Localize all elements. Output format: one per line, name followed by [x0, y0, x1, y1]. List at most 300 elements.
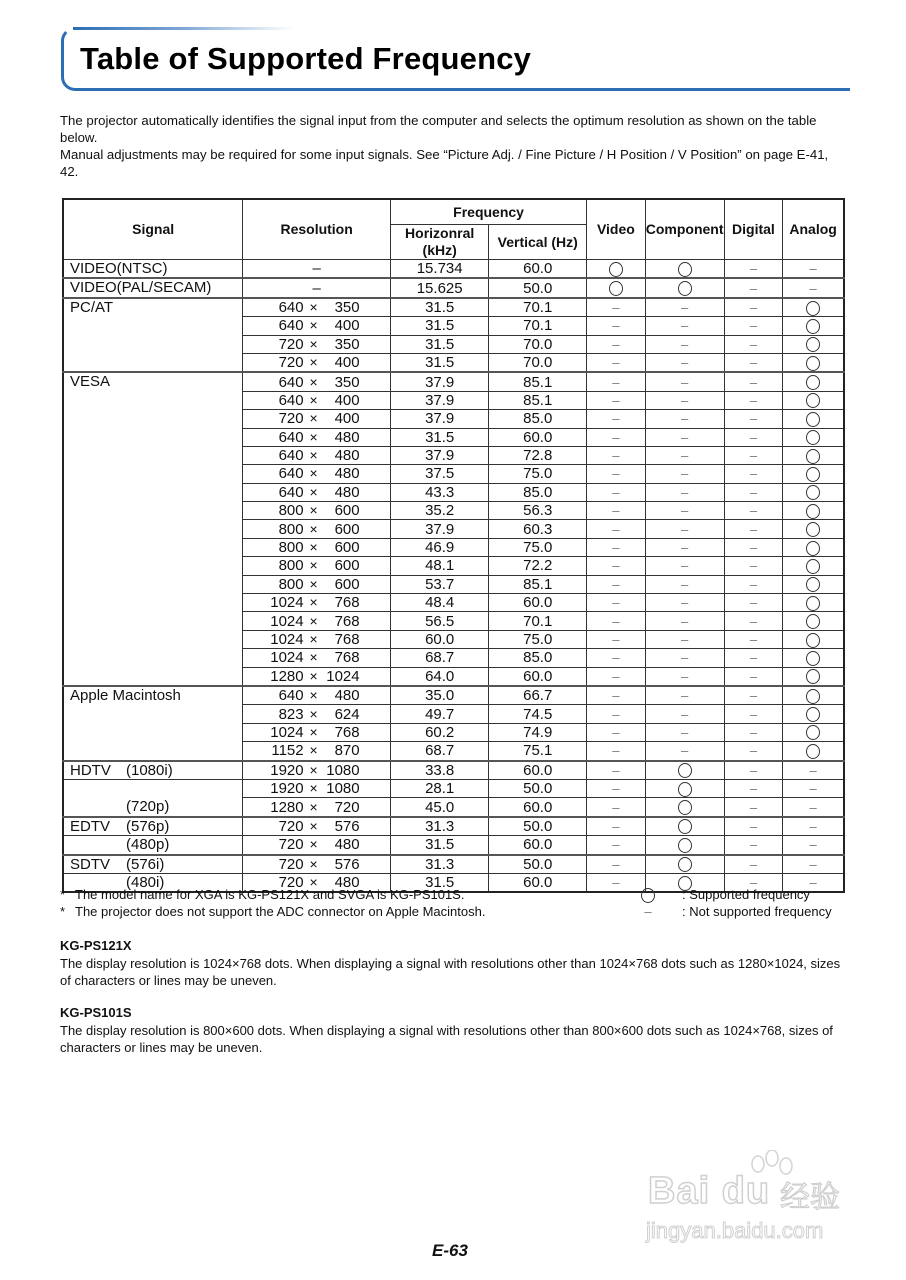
ana-support: [783, 520, 844, 538]
comp-support: [645, 446, 724, 464]
not-supported-dash-icon: –: [749, 595, 758, 611]
header-analog: Analog: [783, 199, 844, 260]
not-supported-dash-icon: –: [681, 613, 689, 629]
resolution-height: 768: [334, 649, 360, 667]
ana-support: [783, 446, 844, 464]
ana-support: [783, 298, 844, 317]
resolution-height: 768: [334, 631, 360, 648]
comp-support: [645, 298, 724, 317]
ana-support: [783, 538, 844, 556]
ana-support: [783, 391, 844, 409]
not-supported-dash-icon: –: [612, 576, 620, 592]
horizontal-frequency: 37.9: [391, 372, 489, 391]
not-supported-dash-icon: –: [612, 818, 620, 834]
dig-support: [724, 779, 783, 797]
times-symbol: ×: [309, 594, 318, 611]
video-support: [587, 502, 646, 520]
resolution-height: 1080: [326, 780, 360, 798]
table-row: [63, 798, 844, 817]
supported-circle-icon: [806, 633, 820, 648]
ana-support: [783, 317, 844, 335]
supported-circle-icon: [806, 467, 820, 482]
resolution-width: 640: [278, 447, 304, 465]
resolution-width: 1280: [270, 798, 304, 816]
vertical-frequency: 75.0: [489, 465, 587, 483]
ana-support: [783, 723, 844, 741]
times-symbol: ×: [309, 391, 318, 408]
ana-support: [783, 575, 844, 593]
resolution-width: 640: [278, 687, 304, 705]
horizontal-frequency: 64.0: [391, 667, 489, 686]
signal-name: HDTV: [70, 761, 111, 779]
not-supported-dash-icon: –: [749, 299, 758, 315]
resolution-height: 768: [334, 594, 360, 612]
resolution-cell: [243, 779, 391, 797]
not-supported-dash-icon: –: [681, 632, 689, 647]
not-supported-dash-icon: –: [681, 336, 689, 352]
video-support: [587, 779, 646, 797]
ana-support: [783, 410, 844, 428]
ana-support: [783, 353, 844, 372]
dig-support: [724, 410, 783, 428]
supported-circle-icon: [806, 689, 820, 704]
times-symbol: ×: [309, 780, 318, 797]
supported-circle-icon: [609, 262, 623, 277]
vertical-frequency: 66.7: [489, 686, 587, 705]
not-supported-dash-icon: –: [809, 762, 817, 778]
signal-cell: [63, 836, 243, 855]
not-supported-dash-icon: –: [612, 484, 620, 500]
supported-circle-icon: [806, 577, 820, 592]
resolution-height: 480: [334, 483, 360, 501]
signal-cell: [63, 798, 243, 817]
not-supported-dash-icon: –: [749, 466, 758, 482]
not-supported-dash-icon: –: [749, 355, 758, 371]
times-symbol: ×: [309, 667, 318, 684]
ana-support: [783, 557, 844, 575]
horizontal-frequency: 15.734: [391, 260, 489, 279]
vertical-frequency: 75.0: [489, 538, 587, 556]
not-supported-dash-icon: –: [749, 818, 758, 834]
horizontal-frequency: 37.9: [391, 410, 489, 428]
horizontal-frequency: 28.1: [391, 779, 489, 797]
dig-support: [724, 836, 783, 855]
signal-cell: VIDEO(PAL/SECAM): [63, 278, 243, 297]
times-symbol: ×: [309, 874, 318, 891]
vertical-frequency: 70.1: [489, 298, 587, 317]
signal-cell: Apple Macintosh: [63, 686, 243, 761]
not-supported-dash-icon: –: [612, 706, 620, 722]
ana-support: [783, 779, 844, 797]
vertical-frequency: 60.3: [489, 520, 587, 538]
vertical-frequency: 72.2: [489, 557, 587, 575]
ana-support: [783, 705, 844, 723]
vertical-frequency: 70.0: [489, 353, 587, 372]
vertical-frequency: 50.0: [489, 855, 587, 874]
horizontal-frequency: 33.8: [391, 761, 489, 780]
dig-support: [724, 502, 783, 520]
legend-not-supported: : Not supported frequency: [682, 904, 832, 919]
video-support: [587, 317, 646, 335]
horizontal-frequency: 31.5: [391, 428, 489, 446]
video-support: [587, 410, 646, 428]
signal-subtype: (720p): [126, 798, 170, 816]
video-support: [587, 667, 646, 686]
horizontal-frequency: 68.7: [391, 742, 489, 761]
comp-support: [645, 723, 724, 741]
footnotes: [60, 886, 848, 920]
resolution-height: 768: [334, 723, 360, 741]
resolution-width: 1024: [270, 631, 304, 648]
video-support: [587, 649, 646, 667]
model-name: KG-PS121X: [60, 938, 132, 953]
vertical-frequency: 74.5: [489, 705, 587, 723]
horizontal-frequency: 31.5: [391, 335, 489, 353]
times-symbol: ×: [309, 373, 318, 390]
dig-support: [724, 446, 783, 464]
video-support: [587, 335, 646, 353]
table-row: [63, 686, 844, 705]
vertical-frequency: 75.0: [489, 630, 587, 648]
resolution-width: 1280: [270, 667, 304, 685]
resolution-cell: [243, 594, 391, 612]
supported-circle-icon: [806, 522, 820, 537]
resolution-width: 800: [278, 575, 304, 593]
vertical-frequency: 70.1: [489, 317, 587, 335]
video-support: [587, 260, 646, 279]
signal-cell: VIDEO(NTSC): [63, 260, 243, 279]
intro-paragraph-2: Manual adjustments may be required for some input signals. See “Picture Adj. / Fine Picture / H Position / V Position” on page E-41, 42.: [60, 147, 829, 179]
video-support: [587, 855, 646, 874]
ana-support: [783, 278, 844, 297]
horizontal-frequency: 37.5: [391, 465, 489, 483]
not-supported-dash-icon: –: [809, 875, 817, 891]
video-support: [587, 446, 646, 464]
not-supported-dash-icon: –: [612, 392, 620, 408]
resolution-height: 480: [334, 465, 360, 483]
horizontal-frequency: 43.3: [391, 483, 489, 501]
comp-support: [645, 278, 724, 297]
supported-circle-icon: [806, 725, 820, 740]
resolution-width: 1024: [270, 612, 304, 630]
resolution-cell: [243, 855, 391, 874]
times-symbol: ×: [309, 520, 318, 537]
comp-support: [645, 520, 724, 538]
supported-circle-icon: [678, 800, 692, 815]
resolution-height: 1080: [326, 761, 360, 779]
resolution-cell: [243, 428, 391, 446]
comp-support: [645, 667, 724, 686]
dig-support: [724, 278, 783, 297]
dig-support: [724, 817, 783, 836]
resolution-cell: [243, 335, 391, 353]
video-support: [587, 428, 646, 446]
not-supported-dash-icon: –: [612, 318, 620, 334]
video-support: [587, 520, 646, 538]
resolution-cell: [243, 630, 391, 648]
not-supported-dash-icon: –: [612, 837, 620, 853]
not-supported-dash-icon: –: [749, 558, 758, 574]
resolution-height: 870: [334, 742, 360, 760]
page-title: Table of Supported Frequency: [80, 41, 532, 76]
vertical-frequency: 50.0: [489, 817, 587, 836]
not-supported-dash-icon: –: [749, 336, 758, 352]
not-supported-dash-icon: –: [681, 374, 689, 390]
resolution-cell: [243, 298, 391, 317]
dig-support: [724, 798, 783, 817]
not-supported-dash-icon: –: [612, 856, 620, 872]
ana-support: [783, 817, 844, 836]
not-supported-dash-icon: –: [681, 595, 689, 611]
not-supported-dash-icon: –: [749, 856, 758, 872]
resolution-width: 1920: [270, 780, 304, 798]
dig-support: [724, 317, 783, 335]
horizontal-frequency: 46.9: [391, 538, 489, 556]
times-symbol: ×: [309, 298, 318, 315]
times-symbol: ×: [309, 631, 318, 647]
dig-support: [724, 649, 783, 667]
not-supported-dash-icon: –: [612, 668, 620, 684]
supported-circle-icon: [678, 838, 692, 853]
resolution-width: 720: [278, 836, 304, 854]
supported-circle-icon: [678, 819, 692, 834]
horizontal-frequency: 31.3: [391, 855, 489, 874]
not-supported-dash-icon: –: [749, 613, 758, 629]
supported-circle-icon: [806, 707, 820, 722]
supported-circle-icon: [678, 857, 692, 872]
not-supported-dash-icon: –: [681, 355, 689, 371]
not-supported-dash-icon: –: [612, 781, 620, 797]
model-description: The display resolution is 800×600 dots. When displaying a signal with resolutions other than 800×600 dots such as 1024×768, sizes of characters or lines may be uneven.: [60, 1023, 833, 1055]
comp-support: [645, 465, 724, 483]
resolution-height: 400: [334, 354, 360, 372]
vertical-frequency: 56.3: [489, 502, 587, 520]
vertical-frequency: 60.0: [489, 594, 587, 612]
comp-support: [645, 428, 724, 446]
dig-support: [724, 575, 783, 593]
comp-support: [645, 779, 724, 797]
resolution-cell: [243, 317, 391, 335]
baidu-watermark: [640, 1150, 860, 1250]
supported-circle-icon: [806, 375, 820, 390]
resolution-height: 600: [334, 557, 360, 575]
resolution-cell: [243, 649, 391, 667]
not-supported-dash-icon: –: [749, 668, 758, 684]
resolution-cell: [243, 391, 391, 409]
not-supported-dash-icon: –: [612, 429, 620, 445]
supported-circle-icon: [641, 886, 655, 903]
not-supported-dash-icon: –: [681, 448, 689, 464]
resolution-width: 800: [278, 520, 304, 538]
not-supported-dash-icon: –: [749, 318, 758, 334]
not-supported-dash-icon: –: [612, 875, 620, 891]
not-supported-dash-icon: –: [612, 466, 620, 482]
dig-support: [724, 465, 783, 483]
resolution-cell: –: [243, 278, 391, 297]
resolution-width: 800: [278, 557, 304, 575]
comp-support: [645, 836, 724, 855]
resolution-width: 640: [278, 373, 304, 391]
times-symbol: ×: [309, 317, 318, 334]
resolution-cell: [243, 410, 391, 428]
vertical-frequency: 60.0: [489, 873, 587, 892]
not-supported-dash-icon: –: [681, 484, 689, 500]
dig-support: [724, 483, 783, 501]
dig-support: [724, 372, 783, 391]
resolution-height: 600: [334, 520, 360, 538]
asterisk: *: [60, 887, 66, 902]
resolution-cell: [243, 705, 391, 723]
times-symbol: ×: [309, 855, 318, 872]
ana-support: [783, 836, 844, 855]
ana-support: [783, 335, 844, 353]
not-supported-dash-icon: –: [809, 856, 817, 872]
signal-name: SDTV: [70, 855, 111, 873]
dig-support: [724, 557, 783, 575]
not-supported-dash-icon: –: [612, 688, 620, 704]
not-supported-dash-icon: –: [644, 904, 652, 919]
table-row: [63, 779, 844, 797]
supported-circle-icon: [678, 281, 692, 296]
vertical-frequency: 85.0: [489, 649, 587, 667]
not-supported-dash-icon: –: [681, 540, 689, 556]
vertical-frequency: 85.1: [489, 391, 587, 409]
not-supported-dash-icon: –: [612, 411, 620, 427]
header-video: Video: [587, 199, 646, 260]
horizontal-frequency: 31.5: [391, 317, 489, 335]
ana-support: [783, 465, 844, 483]
not-supported-dash-icon: –: [612, 799, 620, 815]
vertical-frequency: 70.0: [489, 335, 587, 353]
footnote-text: The projector does not support the ADC connector on Apple Macintosh.: [75, 904, 486, 919]
not-supported-dash-icon: –: [612, 724, 620, 740]
not-supported-dash-icon: –: [681, 503, 689, 519]
supported-circle-icon: [806, 430, 820, 445]
supported-circle-icon: [806, 651, 820, 666]
resolution-cell: [243, 465, 391, 483]
times-symbol: ×: [309, 612, 318, 629]
header-vertical: Vertical (Hz): [489, 225, 587, 260]
times-symbol: ×: [309, 447, 318, 464]
comp-support: [645, 410, 724, 428]
dig-support: [724, 667, 783, 686]
watermark-url: jingyan.baidu.com: [646, 1218, 824, 1243]
supported-circle-icon: [678, 763, 692, 778]
resolution-cell: [243, 446, 391, 464]
resolution-width: 720: [278, 354, 304, 372]
resolution-height: 350: [334, 373, 360, 391]
supported-circle-icon: [806, 412, 820, 427]
vertical-frequency: 74.9: [489, 723, 587, 741]
watermark-logo: Bai du: [648, 1170, 771, 1212]
video-support: [587, 686, 646, 705]
not-supported-dash-icon: –: [612, 632, 620, 647]
title-accent-line: [73, 27, 293, 30]
comp-support: [645, 538, 724, 556]
vertical-frequency: 60.0: [489, 836, 587, 855]
not-supported-dash-icon: –: [612, 521, 620, 537]
horizontal-frequency: 31.5: [391, 353, 489, 372]
resolution-width: 800: [278, 539, 304, 557]
resolution-width: 640: [278, 391, 304, 409]
header-digital: Digital: [724, 199, 783, 260]
not-supported-dash-icon: –: [749, 392, 758, 408]
resolution-width: 1024: [270, 723, 304, 741]
not-supported-dash-icon: –: [749, 411, 758, 427]
not-supported-dash-icon: –: [612, 336, 620, 352]
resolution-height: 600: [334, 575, 360, 593]
horizontal-frequency: 53.7: [391, 575, 489, 593]
horizontal-frequency: 48.4: [391, 594, 489, 612]
resolution-width: 720: [278, 855, 304, 873]
resolution-height: 480: [334, 447, 360, 465]
not-supported-dash-icon: –: [681, 466, 689, 482]
times-symbol: ×: [309, 798, 318, 815]
table-row: [63, 817, 844, 836]
footnote-row: [60, 903, 848, 920]
resolution-cell: [243, 372, 391, 391]
video-support: [587, 817, 646, 836]
dig-support: [724, 630, 783, 648]
resolution-cell: [243, 612, 391, 630]
not-supported-dash-icon: –: [749, 688, 758, 704]
vertical-frequency: 72.8: [489, 446, 587, 464]
not-supported-dash-icon: –: [681, 743, 689, 759]
not-supported-dash-icon: –: [809, 261, 817, 277]
dig-support: [724, 538, 783, 556]
video-support: [587, 705, 646, 723]
comp-support: [645, 798, 724, 817]
resolution-height: 400: [334, 410, 360, 428]
resolution-cell: [243, 575, 391, 593]
video-support: [587, 723, 646, 741]
dig-support: [724, 353, 783, 372]
not-supported-dash-icon: –: [809, 799, 817, 815]
times-symbol: ×: [309, 502, 318, 519]
not-supported-dash-icon: –: [612, 540, 620, 556]
times-symbol: ×: [309, 575, 318, 592]
not-supported-dash-icon: –: [681, 299, 689, 315]
dig-support: [724, 612, 783, 630]
not-supported-dash-icon: –: [809, 280, 817, 296]
table-row: [63, 278, 844, 297]
dig-support: [724, 742, 783, 761]
resolution-cell: [243, 723, 391, 741]
resolution-width: 1024: [270, 649, 304, 667]
times-symbol: ×: [309, 836, 318, 853]
resolution-height: 480: [334, 428, 360, 446]
comp-support: [645, 649, 724, 667]
supported-circle-icon: [806, 393, 820, 408]
times-symbol: ×: [309, 410, 318, 427]
comp-support: [645, 483, 724, 501]
comp-support: [645, 742, 724, 761]
footnote-text: The model name for XGA is KG-PS121X and SVGA is KG-PS101S.: [75, 887, 465, 902]
comp-support: [645, 335, 724, 353]
not-supported-dash-icon: –: [749, 576, 758, 592]
ana-support: [783, 502, 844, 520]
vertical-frequency: 60.0: [489, 798, 587, 817]
supported-circle-icon: [678, 262, 692, 277]
comp-support: [645, 260, 724, 279]
not-supported-dash-icon: –: [612, 299, 620, 315]
video-support: [587, 612, 646, 630]
not-supported-dash-icon: –: [749, 632, 758, 647]
horizontal-frequency: 35.2: [391, 502, 489, 520]
dig-support: [724, 594, 783, 612]
resolution-height: 720: [334, 798, 360, 816]
horizontal-frequency: 60.0: [391, 630, 489, 648]
